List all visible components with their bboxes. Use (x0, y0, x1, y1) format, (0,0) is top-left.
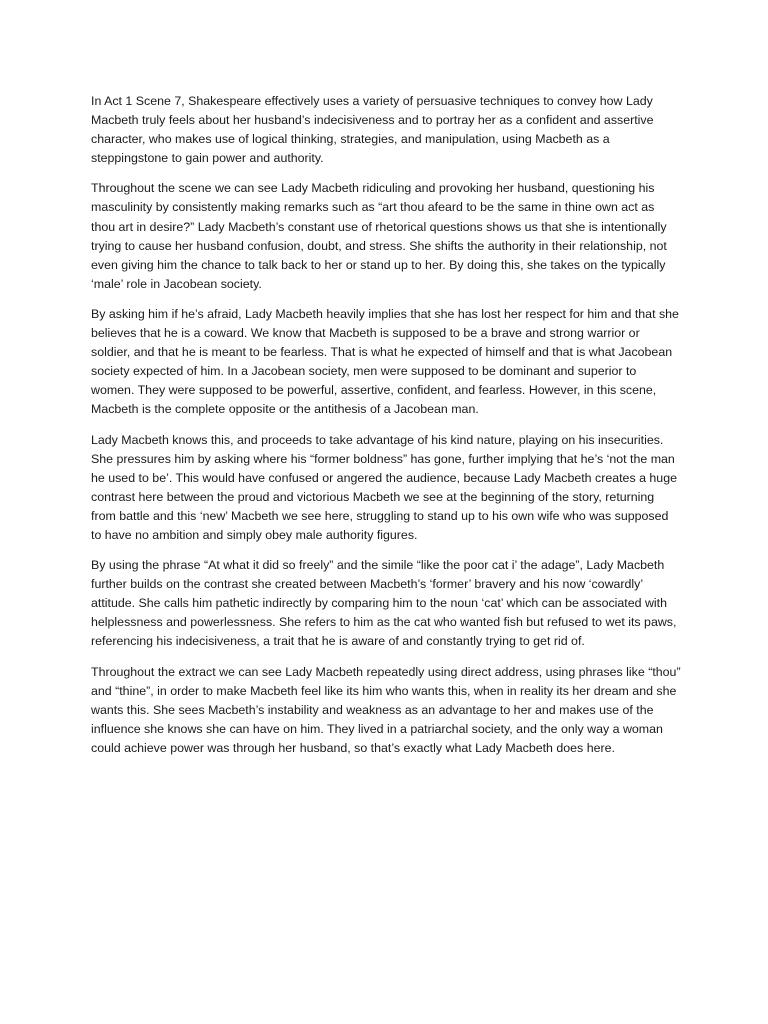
paragraph-coward: By asking him if he’s afraid, Lady Macbeth heavily implies that she has lost her respect for him and that she believes that he is a coward. We know that Macbeth is supposed to be a brave and strong warrior or soldier, and that he is meant to be fearless. That is what he expected of himself and that is what Jacobean society expected of him. In a Jacobean society, men were supposed to be dominant and superior to women. They were supposed to be powerful, assertive, confident, and fearless. However, in this scene, Macbeth is the complete opposite or the antithesis of a Jacobean man. (91, 306, 679, 417)
paragraph-intro: In Act 1 Scene 7, Shakespeare effectively uses a variety of persuasive techniques to convey how Lady Macbeth truly feels about her husband’s indecisiveness and to portray her as a confident and assertive character, who makes use of logical thinking, strategies, and manipulation, using Macbeth as a steppingstone to gain power and authority. (91, 94, 654, 166)
paragraph-simile: By using the phrase “At what it did so freely” and the simile “like the poor cat i’ the adage”, Lady Macbeth further builds on the contrast she created between Macbeth’s ‘former’ bravery and his now ‘cowardly’ attitude. She calls him pathetic indirectly by comparing him to the noun ‘cat’ which can be associated with helplessness and powerlessness. She refers to him as the cat who wanted fish but refused to wet its paws, referencing his indecisiveness, a trait that he is aware of and constantly trying to get rid of. (91, 558, 677, 649)
essay-body (91, 92, 681, 769)
paragraph-insecurities: Lady Macbeth knows this, and proceeds to take advantage of his kind nature, playing on his insecurities. She pressures him by asking where his “former boldness” has gone, further implying that he’s ‘not the man he used to be’. This would have confused or angered the audience, because Lady Macbeth creates a huge contrast here between the proud and victorious Macbeth we see at the beginning of the story, returning from battle and this ‘new’ Macbeth we see here, struggling to stand up to his own wife who was supposed to have no ambition and simply obey male authority figures. (91, 432, 677, 542)
paragraph-ridicule: Throughout the scene we can see Lady Macbeth ridiculing and provoking her husband, questioning his masculinity by consistently making remarks such as “art thou afeard to be the same in thine own act as thou art in desire?” Lady Macbeth’s constant use of rhetorical questions shows us that she is intentionally trying to cause her husband confusion, doubt, and stress. She shifts the authority in their relationship, not even giving him the chance to talk back to her or stand up to her. By doing this, she takes on the typically ‘male’ role in Jacobean society. (91, 181, 667, 291)
paragraph-direct-address: Throughout the extract we can see Lady Macbeth repeatedly using direct address, using phrases like “thou” and “thine”, in order to make Macbeth feel like its him who wants this, when in reality its her dream and she wants this. She sees Macbeth’s instability and weakness as an advantage to her and makes use of the influence she knows she can have on him. They lived in a patriarchal society, and the only way a woman could achieve power was through her husband, so that’s exactly what Lady Macbeth does here. (91, 664, 681, 755)
